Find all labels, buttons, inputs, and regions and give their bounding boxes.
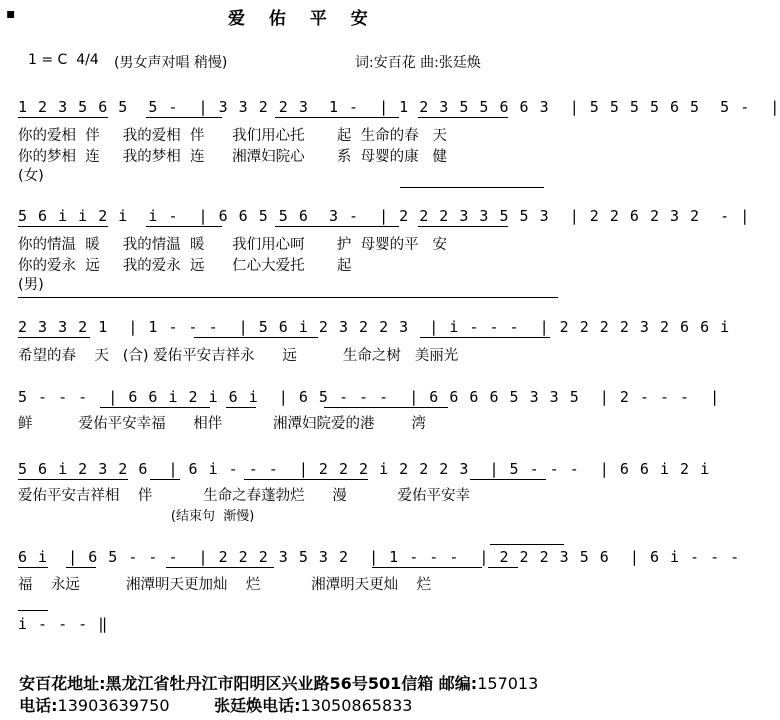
- tie-line: [400, 187, 544, 188]
- tie-line: [18, 297, 558, 298]
- lyric-line: 你的情温 暖 我的情温 暖 我们用心呵 护 母婴的平 安: [18, 237, 447, 253]
- notation-line: 5 6 i 2 3 2 6 | 6 i - - - | 2 2 2 i 2 2 2 3 | 5 - - - | 6 6 i 2 i: [18, 460, 711, 478]
- phone2-label: 张廷焕电话:: [214, 696, 301, 715]
- phone-label: 电话:: [19, 696, 58, 715]
- notation-line: 1 2 3 5 6 5 5 - | 3 3 2 2 3 1 - | 1 2 3 5 5 6 6 3 | 5 5 5 5 6 5 5 - |: [18, 98, 780, 116]
- zip-label: 邮编:: [438, 674, 478, 693]
- tie-line: [18, 610, 48, 611]
- score-row-7: [0, 615, 671, 655]
- performance-style: (男女声对唱 稍慢): [114, 55, 228, 71]
- voice-label: (男): [18, 277, 44, 293]
- phone-line: [8, 674, 412, 716]
- lyric-line: 希望的春 天 (合) 爱佑平安吉祥永 远 生命之树 美丽光: [18, 348, 459, 364]
- notation-line: 5 - - - | 6 6 i 2 i 6 i | 6 5 - - - | 6 6 6 6 5 3 3 5 | 2 - - - |: [18, 388, 721, 406]
- notation-line: 5 6 i i 2 i i - | 6 6 5 5 6 3 - | 2 2 2 3 3 5 5 3 | 2 2 6 2 3 2 - |: [18, 207, 751, 225]
- phone2-value: 13050865833: [300, 696, 413, 715]
- lyric-line: 福 永远 湘潭明天更加灿 烂 湘潭明天更灿 烂: [18, 577, 432, 593]
- voice-label: (女): [18, 168, 44, 184]
- lyric-line: 你的爱永 远 我的爱永 远 仁心大爱托 起: [18, 258, 352, 274]
- song-title: 爱 佑 平 安: [228, 9, 377, 29]
- notation-line: i - - - ‖: [18, 615, 109, 633]
- lyric-line: 你的爱相 伴 我的爱相 伴 我们用心托 起 生命的春 天: [18, 128, 447, 144]
- address-label: 安百花地址:: [19, 674, 106, 693]
- key-signature: 1 = C 4/4: [28, 52, 99, 68]
- performance-note: (结束句 渐慢): [18, 509, 255, 524]
- lyric-line: 你的梦相 连 我的梦相 连 湘潭妇院心 系 母婴的康 健: [18, 149, 447, 165]
- tie-line: [490, 544, 564, 545]
- lyric-line: 爱佑平安吉祥相 伴 生命之春蓬勃烂 漫 爱佑平安幸: [18, 488, 470, 504]
- bullet-marker: ▪: [6, 6, 16, 22]
- notation-line: 2 3 3 2 1 | 1 - - - | 5 6 i 2 3 2 2 3 | i - - - | 2 2 2 2 3 2 6 6 i: [18, 318, 731, 336]
- credits: 词:安百花 曲:张廷焕: [355, 55, 481, 71]
- lyric-line: 鲜 爱佑平安幸福 相伴 湘潭妇院爱的港 湾: [18, 416, 426, 432]
- zip-value: 157013: [477, 674, 539, 693]
- notation-line: 6 i | 6 5 - - - | 2 2 2 3 5 3 2 | 1 - - - | 2 2 2 3 5 6 | 6 i - - -: [18, 548, 741, 566]
- address-value: 黑龙江省牡丹江市阳明区兴业路56号501信箱: [105, 674, 434, 693]
- phone-value: 13903639750: [57, 696, 170, 715]
